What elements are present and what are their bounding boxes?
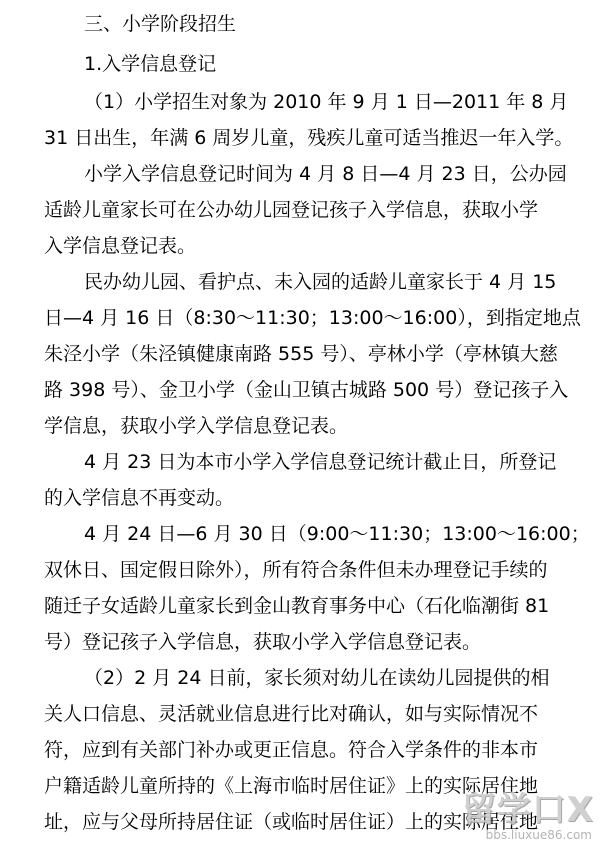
paragraph-line: 4 月 23 日为本市小学入学信息登记统计截止日，所登记 [84,451,557,473]
paragraph-line: 4 月 24 日—6 月 30 日（9:00～11:30；13:00～16:00； [84,523,590,545]
paragraph-line: 关人口信息、灵活就业信息进行比对确认，如与实际情况不 [44,703,539,725]
paragraph-line: 适龄儿童家长可在公办幼儿园登记孩子入学信息，获取小学 [44,199,539,221]
paragraph-line: 号）登记孩子入学信息，获取小学入学信息登记表。 [44,631,482,653]
paragraph-line: 随迁子女适龄儿童家长到金山教育事务中心（石化临潮街 81 [44,595,550,617]
paragraph-line: （2）2 月 24 日前，家长须对幼儿在读幼儿园提供的相 [84,667,550,689]
paragraph-line: （1）小学招生对象为 2010 年 9 月 1 日—2011 年 8 月 [84,91,569,113]
paragraph-line: 日—4 月 16 日（8:30～11:30；13:00～16:00），到指定地点 [44,307,581,329]
watermark-url: bbs.liuxue86.com [485,828,592,842]
paragraph-line: 双休日、国定假日除外），所有符合条件但未办理登记手续的 [44,559,548,581]
paragraph-line: 址，应与父母所持居住证（或临时居住证）上的实际居住地 [44,811,539,833]
paragraph-line: 的入学信息不再变动。 [44,487,235,509]
paragraph-line: 入学信息登记表。 [44,235,197,257]
paragraph-line: 小学入学信息登记时间为 4 月 8 日—4 月 23 日，公办园 [84,163,567,185]
watermark-logo: 留学口X [461,790,594,830]
paragraph-line: 户籍适龄儿童所持的《上海市临时居住证》上的实际居住地 [44,775,539,797]
subsection-heading: 1.入学信息登记 [84,53,217,75]
paragraph-line: 符，应到有关部门补办或更正信息。符合入学条件的非本市 [44,739,539,761]
site-watermark [404,782,594,842]
paragraph-line: 民办幼儿园、看护点、未入园的适龄儿童家长于 4 月 15 [84,271,557,293]
paragraph-line: 31 日出生，年满 6 周岁儿童，残疾儿童可适当推迟一年入学。 [44,127,574,149]
paragraph-line: 学信息，获取小学入学信息登记表。 [44,415,349,437]
section-heading: 三、小学阶段招生 [84,13,237,35]
paragraph-line: 路 398 号）、金卫小学（金山卫镇古城路 500 号）登记孩子入 [44,379,569,401]
paragraph-line: 朱泾小学（朱泾镇健康南路 555 号）、亭林小学（亭林镇大慈 [44,343,558,365]
